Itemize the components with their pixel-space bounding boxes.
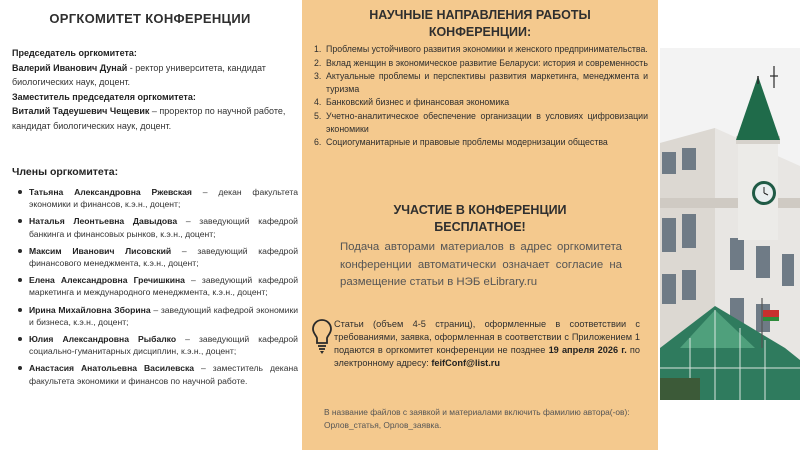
submission-email[interactable]: feifConf@list.ru — [431, 358, 500, 368]
member-name: Елена Александровна Гречишкина — [29, 275, 185, 286]
building-illustration — [660, 48, 800, 400]
direction-text: Проблемы устойчивого развития экономики и женского предпринимательства. — [326, 44, 648, 54]
member-item — [16, 186, 298, 210]
member-item — [16, 274, 298, 298]
member-item — [16, 333, 298, 357]
direction-number: 1. — [314, 44, 322, 54]
direction-number: 5. — [314, 110, 322, 121]
member-desc: – декан факультета экономики и финансов, к.э.н., доцент; — [29, 187, 298, 210]
direction-text: Вклад женщин в экономическое развитие Беларуси: история и современность — [326, 57, 648, 68]
direction-item — [314, 96, 648, 109]
member-desc: – заместитель декана факультета экономики и финансов по научной работе. — [29, 363, 298, 386]
direction-item — [314, 43, 648, 56]
member-item — [16, 304, 298, 328]
direction-text: Социогуманитарные и правовые проблемы модернизации общества — [326, 137, 608, 148]
deputy-name: Виталий Тадеушевич Чещевик — [12, 106, 150, 116]
member-item — [16, 362, 298, 386]
direction-text: Учетно-аналитическое обеспечение организации в условиях цифровизации экономики — [326, 110, 648, 134]
submission-deadline: 19 апреля 2026 г. — [548, 345, 627, 355]
direction-text: Актуальные проблемы и перспективы развития маркетинга, менеджмента и туризма — [326, 71, 648, 94]
directions-title-line1: НАУЧНЫЕ НАПРАВЛЕНИЯ РАБОТЫ — [369, 8, 591, 22]
free-title-line1: УЧАСТИЕ В КОНФЕРЕНЦИИ — [393, 203, 567, 217]
member-item — [16, 215, 298, 239]
conference-info-panel — [302, 0, 658, 450]
committee-leadership — [12, 46, 292, 133]
members-title: Члены оргкомитета: — [12, 166, 119, 178]
member-name: Максим Иванович Лисовский — [29, 245, 172, 256]
member-desc: – заведующий кафедрой финансового менеджмента, к.э.н., доцент; — [29, 245, 298, 269]
member-name: Татьяна Александровна Ржевская — [29, 187, 192, 197]
direction-number: 4. — [314, 97, 322, 108]
directions-title-line2: КОНФЕРЕНЦИИ: — [428, 25, 532, 39]
organizing-committee-panel — [0, 0, 300, 450]
deputy-desc: – проректор по научной работе, кандидат биологических наук, доцент. — [12, 106, 286, 131]
member-name: Ирина Михайловна Зборина — [29, 304, 151, 315]
free-participation-title — [302, 202, 658, 236]
free-title-line2: БЕСПЛАТНОЕ! — [434, 220, 526, 234]
university-building-photo — [660, 48, 800, 400]
submission-text: Статьи (объем 4-5 страниц), оформленные в соответствии с требованиями, заявка, оформленная в соответствии с Приложением 1 подаются в оргкомитет конференции не позднее — [334, 319, 640, 355]
elibrary-notice: Подача авторами материалов в адрес оргкомитета конференции автоматически означает согласие на размещение статьи в НЭБ eLibrary.ru — [340, 241, 622, 288]
deputy-label: Заместитель председателя оргкомитета: — [12, 91, 196, 102]
member-desc: – заведующий кафедрой банкинга и финансовых рынков, к.э.н., доцент; — [29, 216, 298, 239]
direction-item — [314, 110, 648, 135]
member-desc: – заведующий кафедрой маркетинга и международного менеджмента, к.э.н., доцент; — [29, 275, 298, 298]
submission-info — [334, 318, 640, 370]
direction-text: Банковский бизнес и финансовая экономика — [326, 97, 510, 108]
submission-text-mid: по электронному адресу: — [334, 345, 640, 368]
direction-item — [314, 70, 648, 95]
member-item — [16, 245, 298, 269]
direction-number: 6. — [314, 137, 322, 148]
chair-desc: - ректор университета, кандидат биологических наук, доцент. — [12, 62, 266, 87]
chair-name: Валерий Иванович Дунай — [12, 62, 128, 73]
direction-number: 2. — [314, 57, 322, 68]
direction-item — [314, 136, 648, 149]
file-naming-note: В название файлов с заявкой и материалами включить фамилию автора(-ов): Орлов_статья, Орлов_заявка. — [324, 407, 630, 430]
directions-title — [302, 7, 658, 41]
lightbulb-icon — [312, 318, 332, 358]
member-desc: – заведующий кафедрой экономики и бизнеса, к.э.н., доцент; — [29, 304, 299, 327]
member-desc: – заведующий кафедрой социально-гуманитарных дисциплин, к.э.н., доцент; — [29, 334, 298, 357]
member-name: Наталья Леонтьевна Давыдова — [29, 216, 178, 227]
direction-item — [314, 57, 648, 70]
direction-number: 3. — [314, 71, 322, 82]
directions-list — [314, 43, 648, 150]
member-name: Анастасия Анатольевна Василевска — [29, 363, 195, 374]
committee-title: ОРГКОМИТЕТ КОНФЕРЕНЦИИ — [49, 11, 251, 26]
member-name: Юлия Александровна Рыбалко — [29, 334, 177, 345]
members-list — [16, 186, 298, 392]
chair-label: Председатель оргкомитета: — [12, 48, 137, 58]
